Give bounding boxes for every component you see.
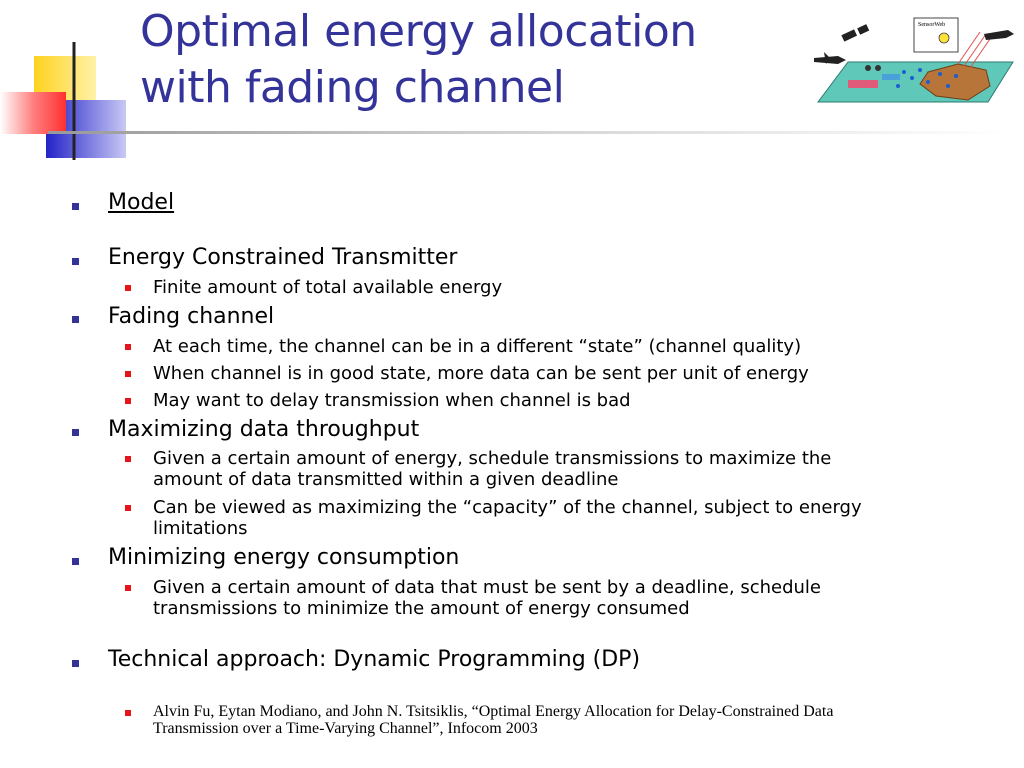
sub-bullet-given-data-line2: transmissions to minimize the amount of energy consumed <box>153 598 690 619</box>
bullet-technical-approach: Technical approach: Dynamic Programming (DP) <box>108 647 641 672</box>
sub-bullet-marker <box>125 585 131 591</box>
bullet-marker <box>72 316 79 323</box>
sub-bullet-marker <box>125 344 131 350</box>
sub-bullet-good-state: When channel is in good state, more data can be sent per unit of energy <box>153 363 809 384</box>
bullet-min-energy: Minimizing energy consumption <box>108 545 460 570</box>
reference-line2: Transmission over a Time-Varying Channel”, Infocom 2003 <box>153 720 538 737</box>
bullet-marker <box>72 203 79 210</box>
sub-bullet-given-data-line1: Given a certain amount of data that must be sent by a deadline, schedule <box>153 577 821 598</box>
sub-bullet-given-energy-line1: Given a certain amount of energy, schedule transmissions to maximize the <box>153 448 832 469</box>
sub-bullet-capacity-line1: Can be viewed as maximizing the “capacity” of the channel, subject to energy <box>153 497 862 518</box>
bullet-energy-constrained: Energy Constrained Transmitter <box>108 245 458 270</box>
sub-bullet-finite-energy: Finite amount of total available energy <box>153 277 503 298</box>
title-line-2: with fading channel <box>140 62 565 113</box>
sub-bullet-each-time: At each time, the channel can be in a different “state” (channel quality) <box>153 336 802 357</box>
bullet-fading-channel: Fading channel <box>108 304 275 329</box>
sub-bullet-marker <box>125 285 131 291</box>
sub-bullet-marker <box>125 456 131 462</box>
sub-bullet-marker <box>125 505 131 511</box>
sub-bullet-given-energy-line2: amount of data transmitted within a given deadline <box>153 469 619 490</box>
bullet-marker <box>72 558 79 565</box>
sub-bullet-marker <box>125 398 131 404</box>
sub-bullet-marker <box>125 371 131 377</box>
bullet-marker <box>72 660 79 667</box>
sub-bullet-marker <box>125 710 131 716</box>
bullet-max-throughput: Maximizing data throughput <box>108 417 420 442</box>
sensorweb-label: SensorWeb <box>918 22 946 28</box>
reference-line1: Alvin Fu, Eytan Modiano, and John N. Tsitsiklis, “Optimal Energy Allocation for Delay-Constrained Data <box>153 703 834 720</box>
bullet-marker <box>72 429 79 436</box>
title-line-1: Optimal energy allocation <box>140 6 697 57</box>
model-link[interactable]: Model <box>108 190 175 215</box>
sub-bullet-capacity-line2: limitations <box>153 518 248 539</box>
bullet-marker <box>72 258 79 265</box>
sub-bullet-delay: May want to delay transmission when channel is bad <box>153 390 631 411</box>
